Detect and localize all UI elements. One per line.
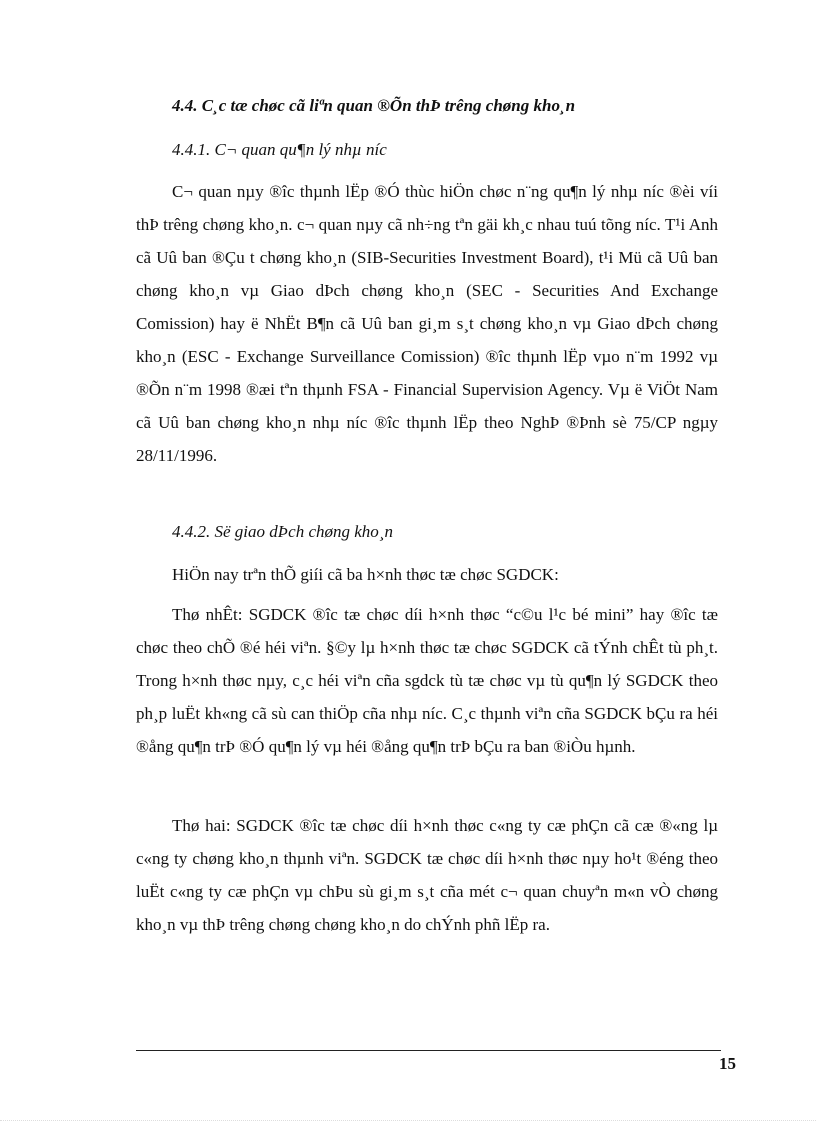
subsection-title-1: 4.4.1. C¬ quan qu¶n lý nhµ níc xyxy=(172,140,387,159)
page-number: 15 xyxy=(719,1054,736,1073)
footer-divider xyxy=(136,1050,721,1051)
paragraph-second-form: Thø hai: SGDCK ®îc tæ chøc díi h×nh thøc c«ng ty cæ phÇn cã cæ ®«ng lµ c«ng ty chøng kho¸n thµnh viªn. SGDCK tæ chøc díi h×nh thøc nµy ho¹t ®éng theo luËt c«ng ty cæ phÇn vµ chÞu sù gi¸m s¸t cña mét c¬ quan chuyªn m«n vÒ chøng kho¸n vµ thÞ trêng chøng chøng kho¸n do chÝnh phñ lËp ra. xyxy=(136,816,718,934)
paragraph-intro: HiÖn nay trªn thÕ giíi cã ba h×nh thøc tæ chøc SGDCK: xyxy=(172,565,559,584)
paragraph-regulator: C¬ quan nµy ®îc thµnh lËp ®Ó thùc hiÖn chøc n¨ng qu¶n lý nhµ níc ®èi víi thÞ trêng chøng kho¸n. c¬ quan nµy cã nh÷ng tªn gäi kh¸c nhau tuú tõng níc. T¹i Anh cã Uû ban ®Çu t chøng kho¸n (SIB-Securities Investment Board), t¹i Mü cã Uû ban chøng kho¸n vµ Giao dÞch chøng kho¸n (SEC - Securities And Exchange Comission) hay ë NhËt B¶n cã Uû ban gi¸m s¸t chøng kho¸n vµ Giao dÞch chøng kho¸n (ESC - Exchange Surveillance Comission) ®îc thµnh lËp vµo n¨m 1992 vµ ®Õn n¨m 1998 ®æi tªn thµnh FSA - Financial Supervision Agency. Vµ ë ViÖt Nam cã Uû ban chøng kho¸n nhµ níc ®îc thµnh lËp theo NghÞ ®Þnh sè 75/CP ngµy 28/11/1996. xyxy=(136,182,718,465)
page-edge-divider xyxy=(0,1120,816,1121)
section-heading: 4.4. C¸c tæ chøc cã liªn quan ®Õn thÞ trêng chøng kho¸n xyxy=(172,96,576,115)
paragraph-first-form: Thø nhÊt: SGDCK ®îc tæ chøc díi h×nh thøc “c©u l¹c bé mini” hay ®îc tæ chøc theo chÕ ®é héi viªn. §©y lµ h×nh thøc tæ chøc SGDCK cã tÝnh chÊt tù ph¸t. Trong h×nh thøc nµy, c¸c héi viªn cña sgdck tù tæ chøc vµ tù qu¶n lý SGDCK theo ph¸p luËt kh«ng cã sù can thiÖp cña nhµ níc. C¸c thµnh viªn cña SGDCK bÇu ra héi ®ång qu¶n trÞ ®Ó qu¶n lý vµ héi ®ång qu¶n trÞ bÇu ra ban ®iÒu hµnh. xyxy=(136,605,718,756)
subsection-title-2: 4.4.2. Së giao dÞch chøng kho¸n xyxy=(172,522,393,541)
